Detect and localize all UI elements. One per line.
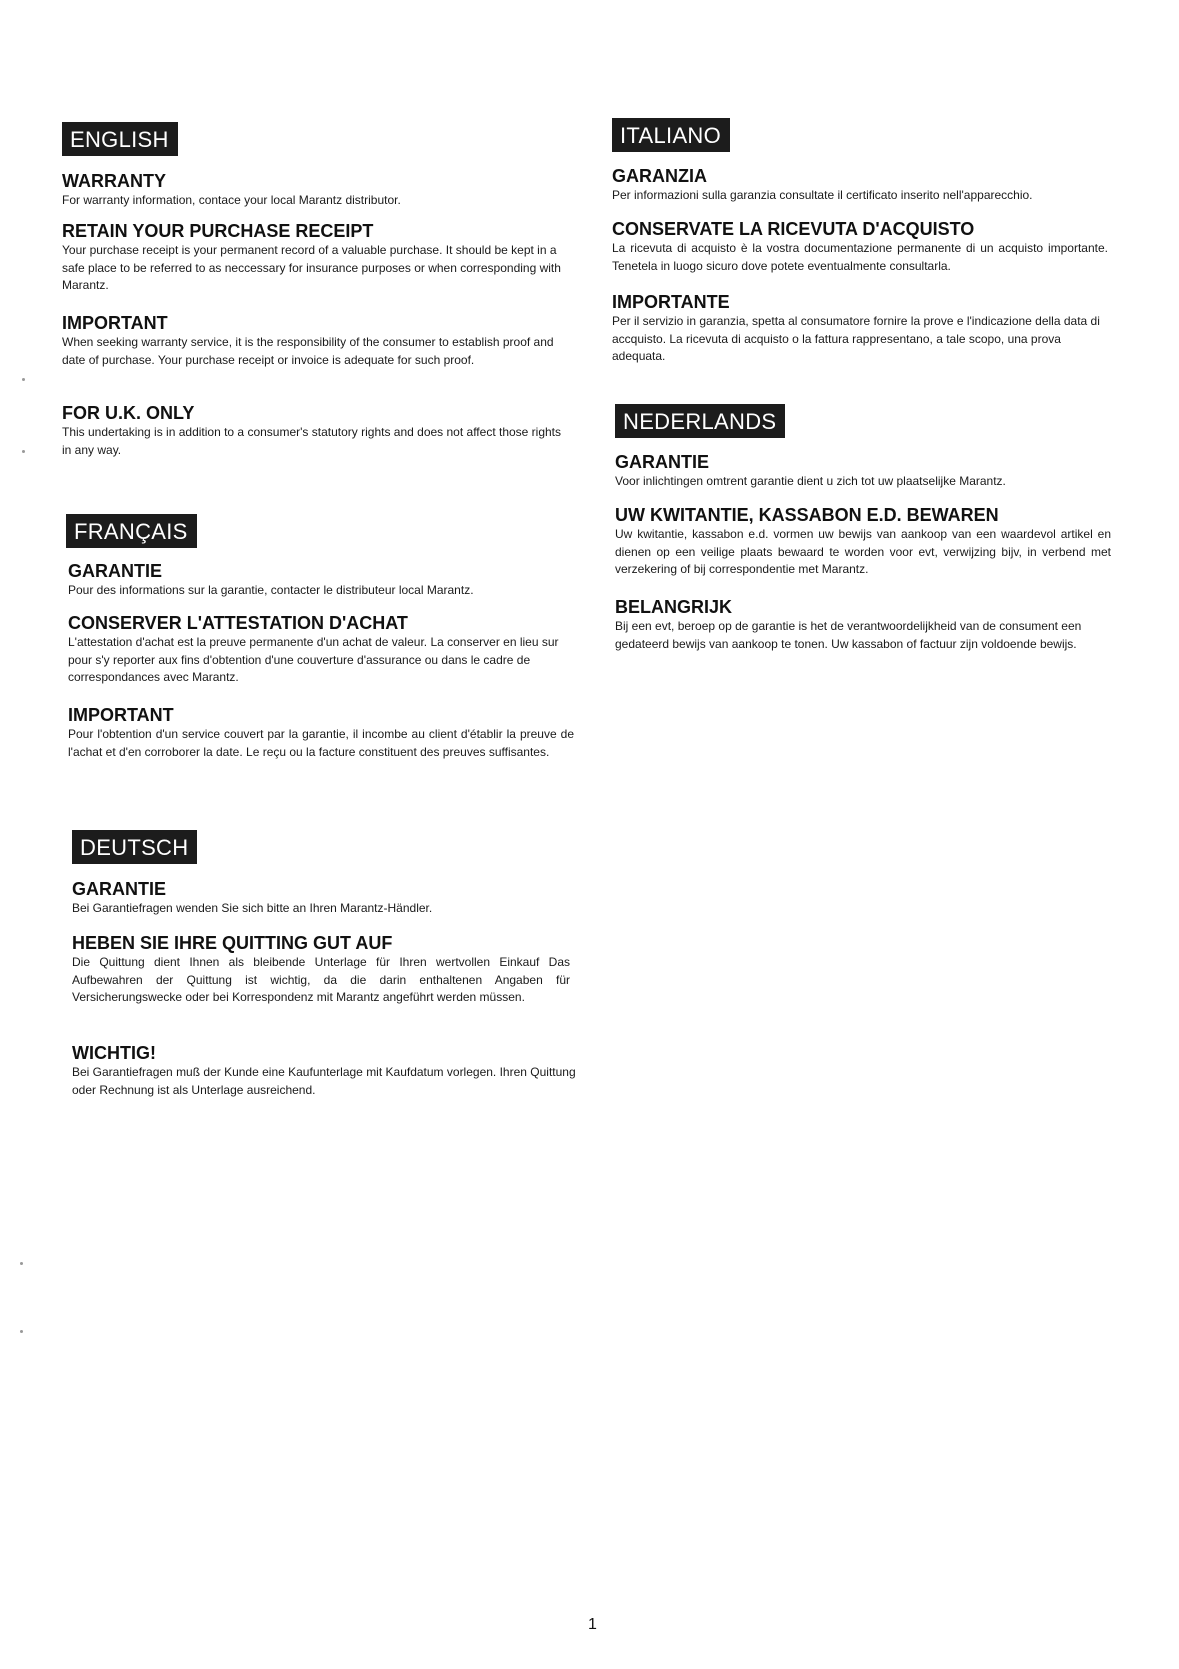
- italiano-header-block: [612, 118, 730, 152]
- english-uk-only-title: FOR U.K. ONLY: [62, 403, 195, 423]
- francais-header-block: [66, 514, 197, 548]
- english-uk-only-body: This undertaking is in addition to a consumer's statutory rights and does not affect those rights in any way.: [62, 425, 562, 457]
- deutsch-wichtig-body: Bei Garantiefragen muß der Kunde eine Kaufunterlage mit Kaufdatum vorlegen. Ihren Quittung oder Rechnung ist als Unterlage ausreichend.: [72, 1065, 576, 1097]
- francais-garantie-section: [68, 560, 574, 600]
- deutsch-wichtig-title: WICHTIG!: [72, 1043, 156, 1063]
- francais-garantie-title: GARANTIE: [68, 561, 162, 581]
- nederlands-kwitantie-title: UW KWITANTIE, KASSABON E.D. BEWAREN: [615, 505, 999, 525]
- italiano-ricevuta-title: CONSERVATE LA RICEVUTA D'ACQUISTO: [612, 219, 975, 239]
- english-warranty-body: For warranty information, contace your local Marantz distributor.: [62, 193, 401, 207]
- english-receipt-title: RETAIN YOUR PURCHASE RECEIPT: [62, 221, 374, 241]
- francais-important-body: Pour l'obtention d'un service couvert par la garantie, il incombe au client d'établir la preuve de l'achat et d'en corroborer la date. Le reçu ou la facture constituent des preuves suffisantes.: [68, 727, 574, 759]
- nederlands-garantie-body: Voor inlichtingen omtrent garantie dient u zich tot uw plaatselijke Marantz.: [615, 474, 1006, 488]
- english-warranty-title: WARRANTY: [62, 171, 166, 191]
- italiano-importante-body: Per il servizio in garanzia, spetta al consumatore fornire la prove e l'indicazione della data di accquisto. La ricevuta di acquisto o la fattura rappresentano, a tale scopo, una prova adequata.: [612, 314, 1100, 363]
- deutsch-wichtig-section: [72, 1042, 576, 1099]
- nederlands-language-header: NEDERLANDS: [615, 404, 785, 438]
- nederlands-garantie-title: GARANTIE: [615, 452, 709, 472]
- english-receipt-body: Your purchase receipt is your permanent record of a valuable purchase. It should be kept in a safe place to be referred to as neccessary for insurance purposes or when corresponding with Marantz.: [62, 243, 561, 292]
- page-number: 1: [588, 1616, 597, 1633]
- nederlands-header-block: [615, 404, 785, 438]
- deutsch-header-block: [72, 830, 197, 864]
- deutsch-garantie-section: [72, 878, 576, 918]
- francais-attestation-title: CONSERVER L'ATTESTATION D'ACHAT: [68, 613, 408, 633]
- english-important-section: [62, 312, 572, 369]
- italiano-garanzia-body: Per informazioni sulla garanzia consultate il certificato inserito nell'apparecchio.: [612, 188, 1033, 202]
- english-important-body: When seeking warranty service, it is the responsibility of the consumer to establish proof and date of purchase. Your purchase receipt or invoice is adequate for such proof.: [62, 335, 554, 367]
- italiano-ricevuta-section: [612, 218, 1108, 275]
- italiano-garanzia-section: [612, 165, 1112, 205]
- francais-garantie-body: Pour des informations sur la garantie, contacter le distributeur local Marantz.: [68, 583, 474, 597]
- francais-important-title: IMPORTANT: [68, 705, 174, 725]
- scan-speck: [22, 378, 25, 381]
- deutsch-garantie-body: Bei Garantiefragen wenden Sie sich bitte an Ihren Marantz-Händler.: [72, 901, 433, 915]
- francais-important-section: [68, 704, 574, 761]
- english-uk-only-section: [62, 402, 572, 459]
- deutsch-language-header: DEUTSCH: [72, 830, 197, 864]
- english-language-header: ENGLISH: [62, 122, 178, 156]
- scan-speck: [22, 450, 25, 453]
- deutsch-quittung-section: [72, 932, 570, 1007]
- deutsch-quittung-title: HEBEN SIE IHRE QUITTING GUT AUF: [72, 933, 393, 953]
- italiano-importante-title: IMPORTANTE: [612, 292, 730, 312]
- italiano-garanzia-title: GARANZIA: [612, 166, 707, 186]
- english-warranty-section: [62, 170, 572, 210]
- nederlands-kwitantie-section: [615, 504, 1111, 579]
- nederlands-garantie-section: [615, 451, 1115, 491]
- scan-speck: [20, 1330, 23, 1333]
- italiano-importante-section: [612, 291, 1112, 366]
- nederlands-kwitantie-body: Uw kwitantie, kassabon e.d. vormen uw bewijs van aankoop van een waardevol artikel en dienen op een veilige plaats bewaard te worden voor evt, verwijzing bijv, in verbend met verzekering of bij correspondentie met Marantz.: [615, 527, 1111, 576]
- nederlands-belangrijk-title: BELANGRIJK: [615, 597, 733, 617]
- nederlands-belangrijk-section: [615, 596, 1115, 653]
- nederlands-belangrijk-body: Bij een evt, beroep op de garantie is het de verantwoordelijkheid van de consument een gedateerd bewijs van aankoop te tonen. Uw kassabon of factuur zijn voldoende bewijs.: [615, 619, 1082, 651]
- francais-attestation-section: [68, 612, 574, 687]
- francais-attestation-body: L'attestation d'achat est la preuve permanente d'un achat de valeur. La conserver en lieu sur pour s'y reporter aux fins d'obtention d'une couverture d'assurance ou dans le cadre de correspondances avec Marantz.: [68, 635, 559, 684]
- francais-language-header: FRANÇAIS: [66, 514, 197, 548]
- italiano-ricevuta-body: La ricevuta di acquisto è la vostra documentazione permanente di un acquisto importante. Tenetela in luogo sicuro dove potete eventualmente consultarla.: [612, 241, 1108, 273]
- scan-speck: [20, 1262, 23, 1265]
- deutsch-quittung-body: Die Quittung dient Ihnen als bleibende Unterlage für Ihren wertvollen Einkauf Das Aufbewahren der Quittung ist wichtig, da die darin enthaltenen Angaben für Versicherungswecke oder bei Korrespondenz mit Marantz angeführt werden müssen.: [72, 955, 570, 1004]
- english-receipt-section: [62, 220, 572, 295]
- english-header-block: [62, 122, 178, 156]
- italiano-language-header: ITALIANO: [612, 118, 730, 152]
- deutsch-garantie-title: GARANTIE: [72, 879, 166, 899]
- english-important-title: IMPORTANT: [62, 313, 168, 333]
